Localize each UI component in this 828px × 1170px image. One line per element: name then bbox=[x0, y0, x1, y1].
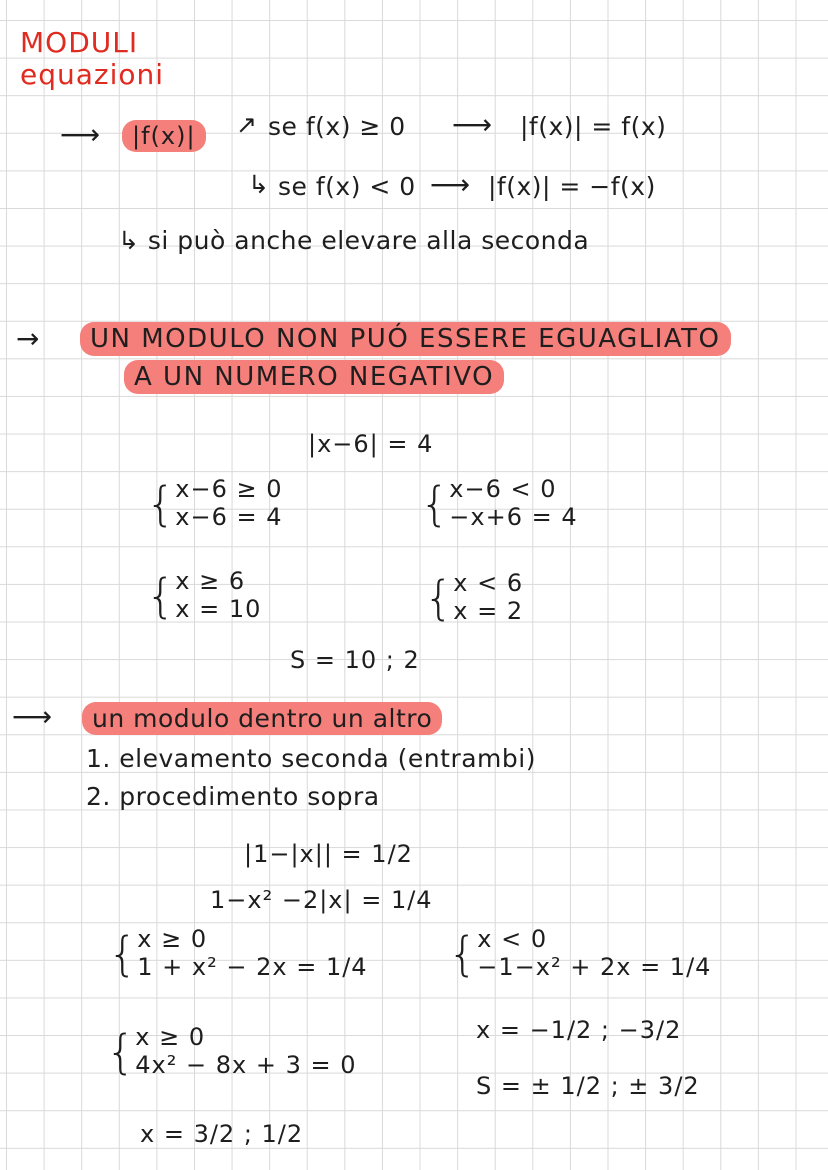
case2-result: |f(x)| = −f(x) bbox=[488, 172, 656, 201]
case2-condition: se f(x) < 0 bbox=[278, 172, 416, 201]
brace: { bbox=[424, 570, 454, 625]
solution-set: S = ± 1/2 ; ± 3/2 bbox=[476, 1072, 700, 1100]
squared-equation: 1−x² −2|x| = 1/4 bbox=[210, 886, 433, 914]
system-negative bbox=[448, 926, 711, 981]
step-2: 2. procedimento sopra bbox=[86, 782, 380, 811]
brace: { bbox=[106, 1024, 136, 1079]
nested-heading: un modulo dentro un altro bbox=[82, 702, 442, 735]
system-quadratic bbox=[106, 1024, 357, 1079]
system-line: x < 6 bbox=[453, 569, 524, 597]
system-line: x < 0 bbox=[477, 925, 548, 953]
brace: { bbox=[146, 568, 176, 623]
system-line: x−6 < 0 bbox=[449, 475, 557, 503]
brace: { bbox=[448, 926, 478, 981]
arrow-icon: ⟶ bbox=[12, 700, 53, 733]
system-case-negative bbox=[420, 476, 578, 531]
system-positive bbox=[108, 926, 368, 981]
system-line: −x+6 = 4 bbox=[449, 502, 578, 531]
positive-roots: x = 3/2 ; 1/2 bbox=[140, 1120, 304, 1148]
rule-line2: A UN NUMERO NEGATIVO bbox=[124, 360, 504, 394]
rule-line1: UN MODULO NON PUÓ ESSERE EGUAGLIATO bbox=[80, 322, 731, 356]
title-equazioni: equazioni bbox=[20, 58, 165, 91]
return-arrow-icon: ↳ bbox=[248, 170, 270, 199]
note-square: ↳ si può anche elevare alla seconda bbox=[118, 226, 590, 255]
arrow-icon: ⟶ bbox=[430, 168, 471, 201]
case1-result: |f(x)| = f(x) bbox=[520, 112, 667, 141]
system-line: x = 2 bbox=[453, 596, 524, 625]
arrow-icon: ⟶ bbox=[452, 108, 493, 141]
system-result-negative bbox=[424, 570, 523, 625]
system-line: x ≥ 0 bbox=[137, 925, 208, 953]
arrow-icon: → bbox=[16, 322, 40, 355]
system-line: x = 10 bbox=[175, 594, 262, 623]
case1-condition: se f(x) ≥ 0 bbox=[268, 112, 406, 141]
system-line: 4x² − 8x + 3 = 0 bbox=[135, 1050, 357, 1079]
abs-fx-highlight: |f(x)| bbox=[122, 120, 206, 152]
system-case-positive bbox=[146, 476, 283, 531]
system-line: 1 + x² − 2x = 1/4 bbox=[137, 952, 368, 981]
system-line: −1−x² + 2x = 1/4 bbox=[477, 952, 712, 981]
solution-set: S = 10 ; 2 bbox=[290, 646, 420, 674]
system-result-positive bbox=[146, 568, 261, 623]
system-line: x ≥ 6 bbox=[175, 567, 246, 595]
system-line: x ≥ 0 bbox=[135, 1023, 206, 1051]
brace: { bbox=[146, 476, 176, 531]
system-line: x−6 ≥ 0 bbox=[175, 475, 283, 503]
brace: { bbox=[108, 926, 138, 981]
brace: { bbox=[420, 476, 450, 531]
step-1: 1. elevamento seconda (entrambi) bbox=[86, 744, 536, 773]
title-moduli: MODULI bbox=[20, 26, 139, 59]
system-line: x−6 = 4 bbox=[175, 502, 283, 531]
nested-equation: |1−|x|| = 1/2 bbox=[244, 840, 413, 868]
example-equation: |x−6| = 4 bbox=[308, 430, 434, 458]
branch-arrow-icon: ↗ bbox=[236, 110, 258, 139]
arrow-icon: ⟶ bbox=[60, 118, 101, 151]
negative-roots: x = −1/2 ; −3/2 bbox=[476, 1016, 682, 1044]
